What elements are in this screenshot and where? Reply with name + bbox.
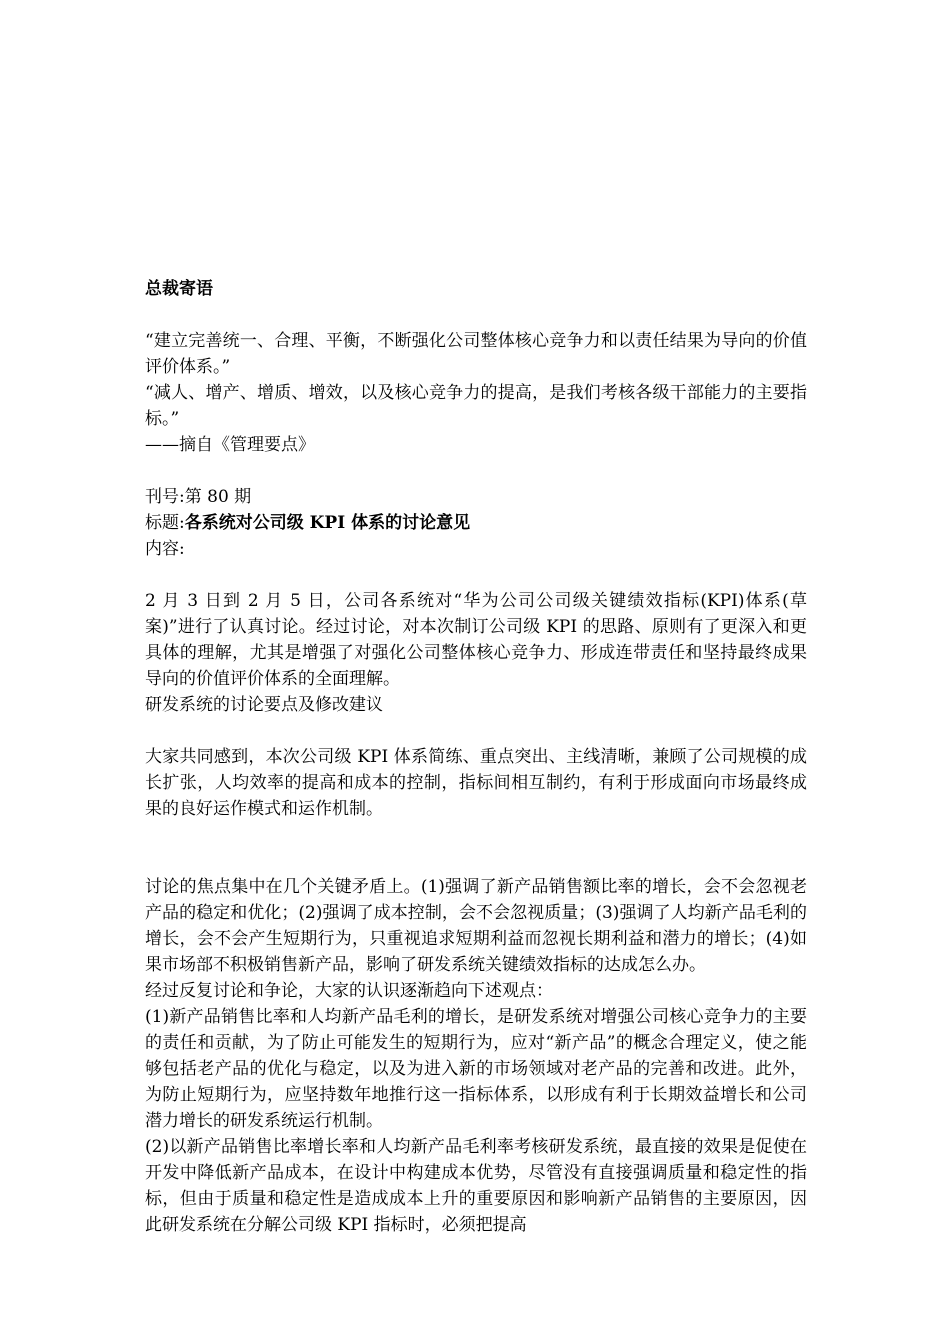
quote-1: “建立完善统一、合理、平衡，不断强化公司整体核心竞争力和以责任结果为导向的价值评价体系。” [145, 331, 807, 377]
page-title: 总裁寄语 [145, 279, 213, 299]
section-heading: 研发系统的讨论要点及修改建议 [145, 695, 383, 715]
subject-label: 标题: [145, 513, 185, 533]
paragraph-focus: 讨论的焦点集中在几个关键矛盾上。(1)强调了新产品销售额比率的增长，会不会忽视老产品的稳定和优化；(2)强调了成本控制，会不会忽视质量；(3)强调了人均新产品毛利的增长，会不会产生短期行为，只重视追求短期利益而忽视长期利益和潜力的增长；(4)如果市场部不积极销售新产品，影响了研发系统关键绩效指标的达成怎么办。 [145, 877, 807, 975]
paragraph-views-intro: 经过反复讨论和争论，大家的认识逐渐趋向下述观点： [145, 981, 553, 1001]
spacer [145, 848, 807, 874]
document-page [145, 276, 807, 1238]
paragraph-consensus: 大家共同感到，本次公司级 KPI 体系简练、重点突出、主线清晰，兼顾了公司规模的成长扩张，人均效率的提高和成本的控制，指标间相互制约，有利于形成面向市场最终成果的良好运作模式和运作机制。 [145, 747, 807, 819]
quote-2: “减人、增产、增质、增效，以及核心竞争力的提高，是我们考核各级干部能力的主要指标。” [145, 383, 807, 429]
issue-value: 第 80 期 [184, 487, 252, 507]
paragraph-point-1: (1)新产品销售比率和人均新产品毛利的增长，是研发系统对增强公司核心竞争力的主要的责任和贡献，为了防止可能发生的短期行为，应对“新产品”的概念合理定义，使之能够包括老产品的优化与稳定，以及为进入新的市场领域对老产品的完善和改进。此外，为防止短期行为，应坚持数年地推行这一指标体系，以形成有利于长期效益增长和公司潜力增长的研发系统运行机制。 [145, 1007, 807, 1131]
content-label: 内容: [145, 539, 185, 559]
paragraph-point-2: (2)以新产品销售比率增长率和人均新产品毛利率考核研发系统，最直接的效果是促使在开发中降低新产品成本，在设计中构建成本优势，尽管没有直接强调质量和稳定性的指标，但由于质量和稳定性是造成成本上升的重要原因和影响新产品销售的主要原因，因此研发系统在分解公司级 KPI 指标时，必须把提高 [145, 1137, 807, 1235]
quote-source: ——摘自《管理要点》 [145, 435, 315, 455]
spacer [145, 718, 807, 744]
issue-line [145, 484, 807, 510]
issue-label: 刊号: [145, 487, 185, 507]
spacer [145, 458, 807, 484]
spacer [145, 562, 807, 588]
spacer [145, 822, 807, 848]
subject-value: 各系统对公司级 KPI 体系的讨论意见 [184, 513, 471, 533]
spacer [145, 302, 807, 328]
subject-line [145, 510, 807, 536]
paragraph-intro: 2 月 3 日到 2 月 5 日，公司各系统对“华为公司公司级关键绩效指标(KPI)体系(草案)”进行了认真讨论。经过讨论，对本次制订公司级 KPI 的思路、原则有了更深入和更具体的理解，尤其是增强了对强化公司整体核心竞争力、形成连带责任和坚持最终成果导向的价值评价体系的全面理解。 [145, 591, 807, 689]
